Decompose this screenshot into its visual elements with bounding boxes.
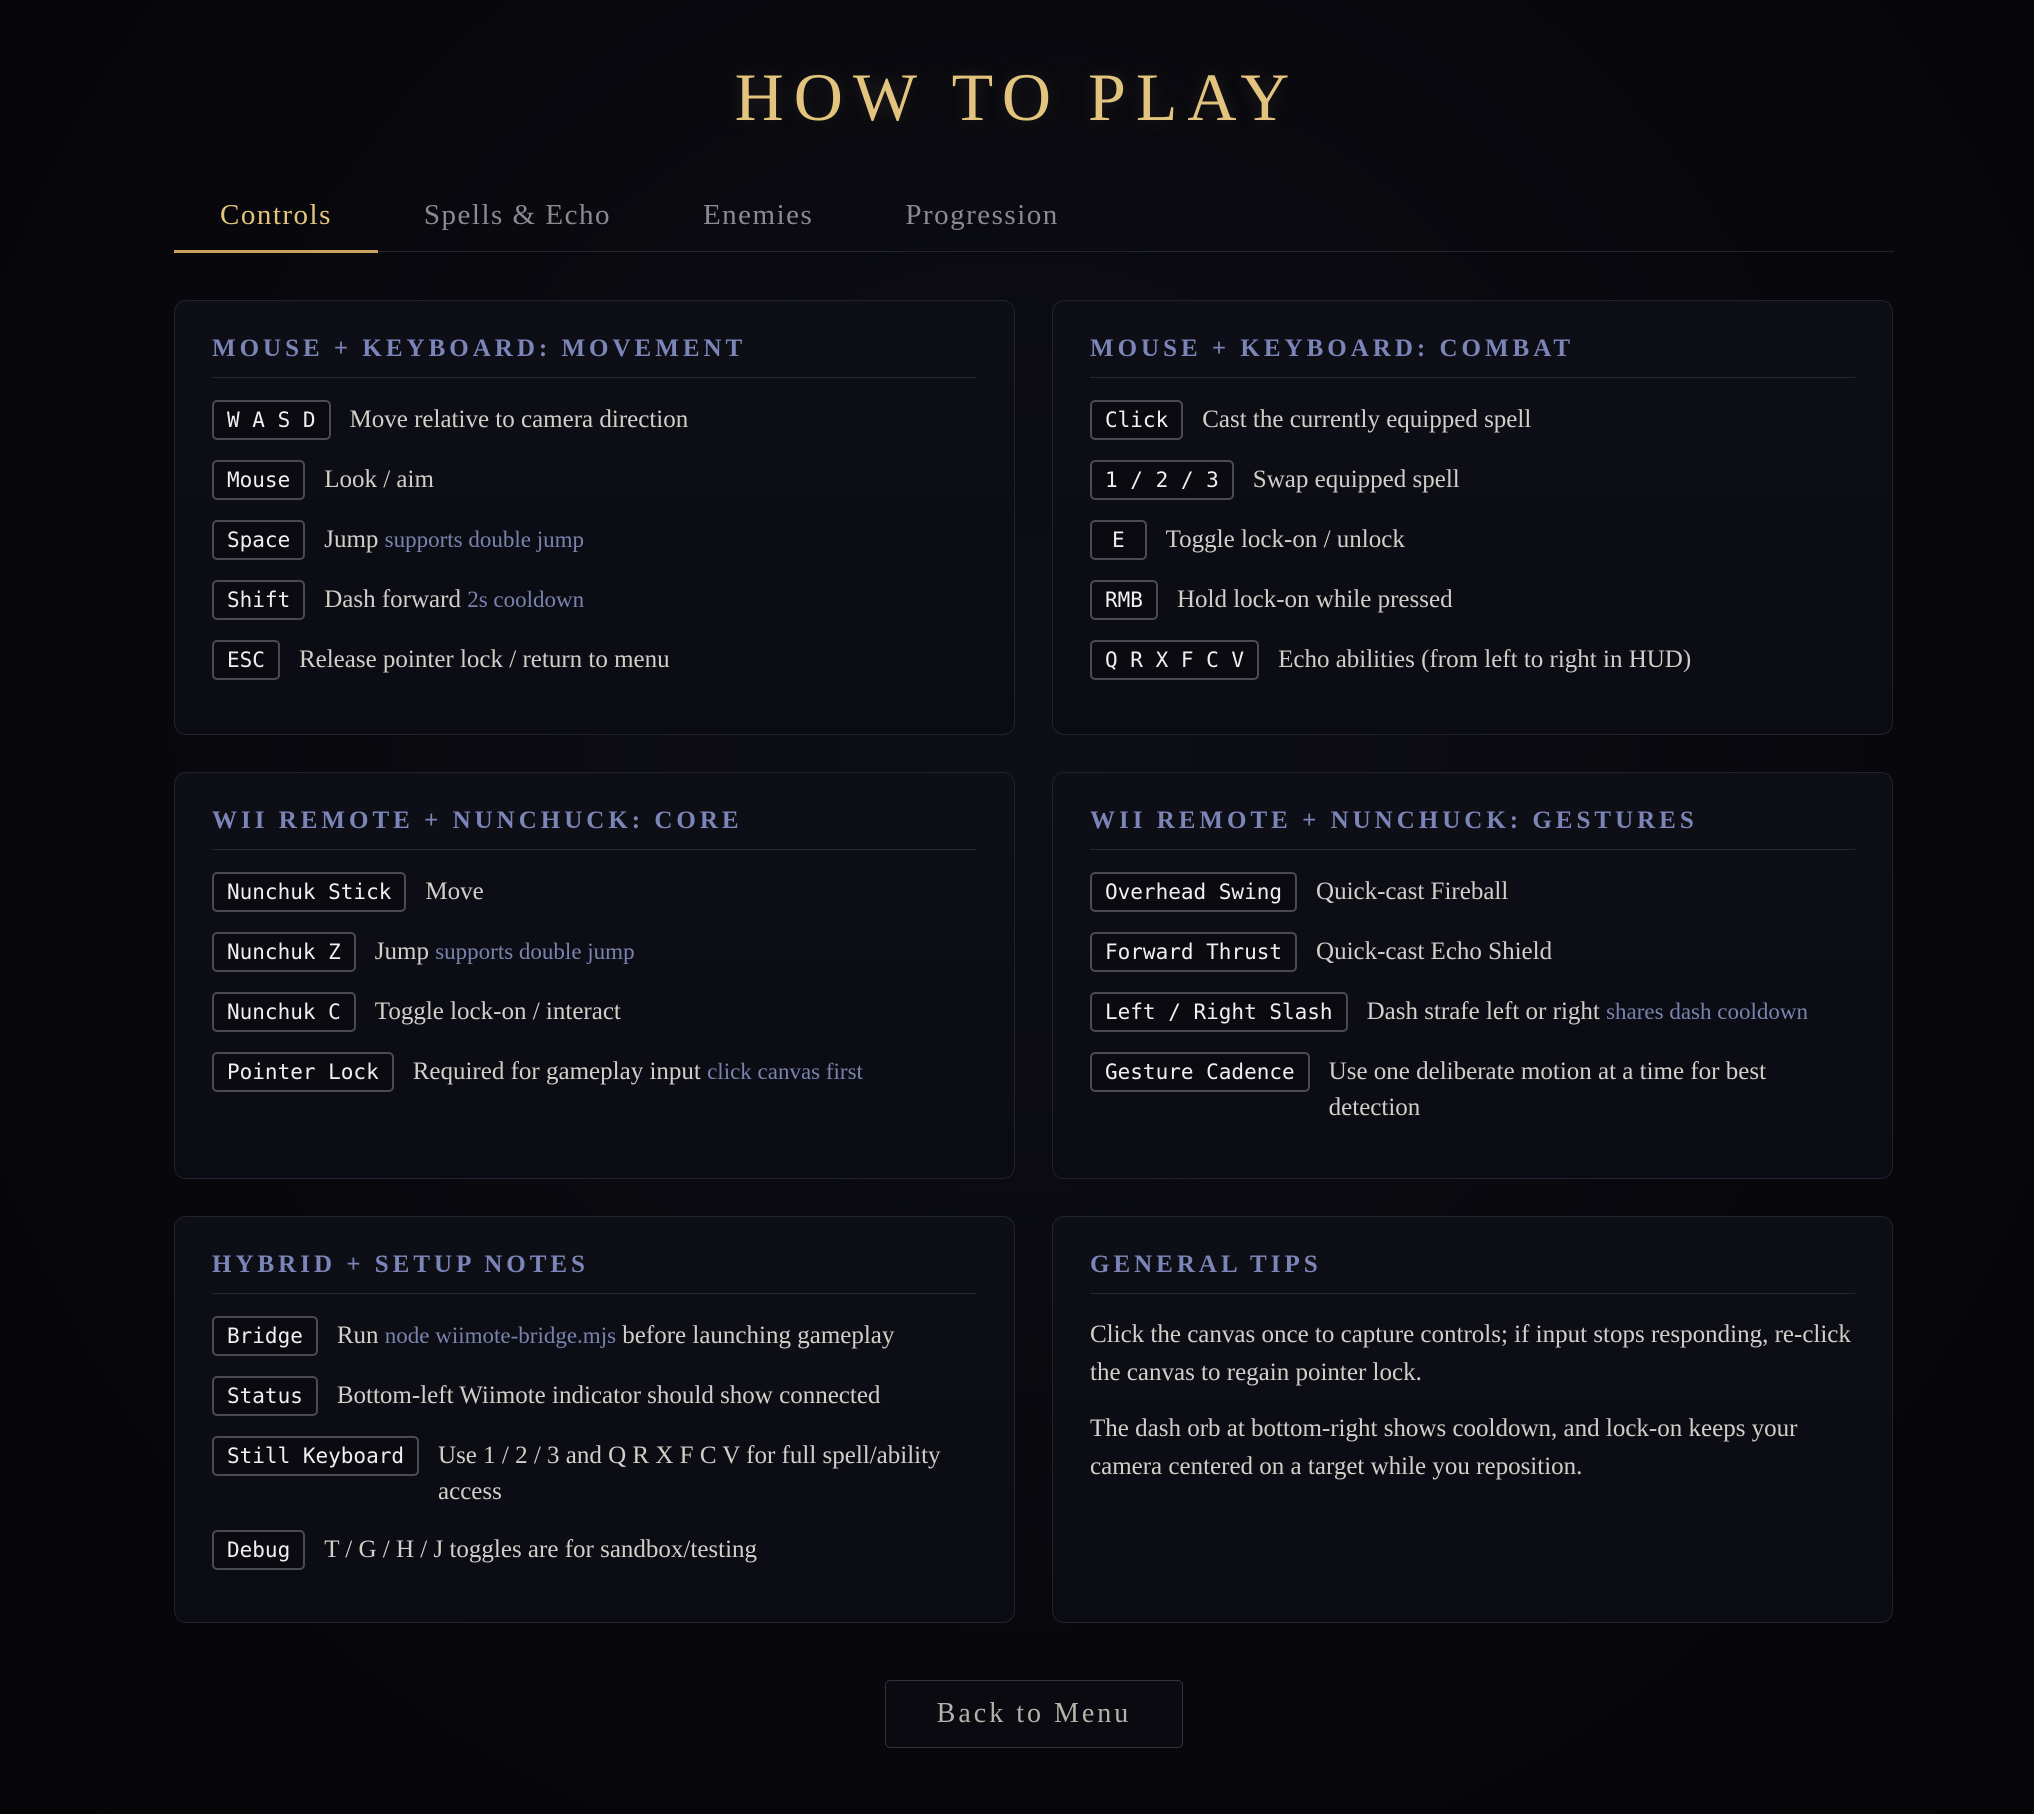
control-hint: 2s cooldown bbox=[467, 587, 585, 612]
control-row bbox=[1090, 932, 1855, 972]
key-badge: Nunchuk Z bbox=[212, 932, 356, 972]
panel-combat bbox=[1052, 300, 1893, 735]
control-desc: Release pointer lock / return to menu bbox=[298, 646, 670, 673]
control-desc: Dash strafe left or right shares dash cooldown bbox=[1366, 998, 1808, 1025]
control-row bbox=[212, 1530, 977, 1570]
tab-enemies[interactable]: Enemies bbox=[702, 198, 814, 231]
tab-spells-echo[interactable]: Spells & Echo bbox=[423, 198, 611, 231]
control-hint: supports double jump bbox=[384, 527, 584, 552]
panel-wii-core bbox=[174, 772, 1015, 1179]
key-badge: Still Keyboard bbox=[212, 1436, 419, 1476]
control-hint: click canvas first bbox=[707, 1059, 863, 1084]
key-badge: Status bbox=[212, 1376, 318, 1416]
tip-paragraph: Click the canvas once to capture controls; if input stops responding, re-click the canvas to regain pointer lock. bbox=[1090, 1321, 1851, 1386]
control-desc: Echo abilities (from left to right in HUD) bbox=[1278, 646, 1692, 673]
control-desc: Quick-cast Echo Shield bbox=[1316, 938, 1553, 965]
key-badge: Debug bbox=[212, 1530, 305, 1570]
control-desc: Bottom-left Wiimote indicator should show connected bbox=[336, 1382, 881, 1409]
control-desc: Cast the currently equipped spell bbox=[1202, 406, 1532, 433]
control-row bbox=[1090, 872, 1855, 912]
panel-heading: WII REMOTE + NUNCHUCK: GESTURES bbox=[1090, 807, 1855, 850]
control-hint: supports double jump bbox=[435, 939, 635, 964]
key-badge: Nunchuk Stick bbox=[212, 872, 406, 912]
control-desc: Jump supports double jump bbox=[324, 526, 584, 553]
control-desc: Use one deliberate motion at a time for best detection bbox=[1328, 1058, 1767, 1121]
control-desc: T / G / H / J toggles are for sandbox/testing bbox=[324, 1536, 758, 1563]
panel-heading: GENERAL TIPS bbox=[1090, 1251, 1855, 1294]
key-badge: Bridge bbox=[212, 1316, 318, 1356]
back-to-menu-button[interactable]: Back to Menu bbox=[885, 1680, 1183, 1748]
panel-hybrid bbox=[174, 1216, 1015, 1623]
control-desc: Dash forward 2s cooldown bbox=[324, 586, 585, 613]
tip-paragraph: The dash orb at bottom-right shows cooldown, and lock-on keeps your camera centered on a target while you reposition. bbox=[1090, 1415, 1798, 1480]
control-desc: Hold lock-on while pressed bbox=[1176, 586, 1453, 613]
control-row bbox=[1090, 640, 1855, 680]
control-row bbox=[1090, 520, 1855, 560]
panel-heading: HYBRID + SETUP NOTES bbox=[212, 1251, 977, 1294]
control-row bbox=[212, 932, 977, 972]
control-row bbox=[212, 992, 977, 1032]
control-desc: Toggle lock-on / interact bbox=[374, 998, 621, 1025]
panel-wii-gestures bbox=[1052, 772, 1893, 1179]
control-row bbox=[1090, 1052, 1855, 1126]
control-row bbox=[212, 640, 977, 680]
control-row bbox=[1090, 400, 1855, 440]
control-hint: shares dash cooldown bbox=[1606, 999, 1808, 1024]
key-badge: Space bbox=[212, 520, 305, 560]
key-badge: Shift bbox=[212, 580, 305, 620]
key-badge: Click bbox=[1090, 400, 1183, 440]
control-desc: Look / aim bbox=[324, 466, 434, 493]
panel-movement bbox=[174, 300, 1015, 735]
key-badge: 1 / 2 / 3 bbox=[1090, 460, 1234, 500]
panel-heading: MOUSE + KEYBOARD: COMBAT bbox=[1090, 335, 1855, 378]
control-desc: Required for gameplay input click canvas first bbox=[412, 1058, 863, 1085]
control-desc: Use 1 / 2 / 3 and Q R X F C V for full spell/ability access bbox=[438, 1442, 941, 1505]
key-badge: Overhead Swing bbox=[1090, 872, 1297, 912]
key-badge: RMB bbox=[1090, 580, 1158, 620]
control-desc: Toggle lock-on / unlock bbox=[1165, 526, 1405, 553]
panel-heading: WII REMOTE + NUNCHUCK: CORE bbox=[212, 807, 977, 850]
tab-controls[interactable]: Controls bbox=[174, 179, 378, 251]
key-badge: Left / Right Slash bbox=[1090, 992, 1348, 1032]
control-row bbox=[212, 400, 977, 440]
key-badge: Nunchuk C bbox=[212, 992, 356, 1032]
panel-heading: MOUSE + KEYBOARD: MOVEMENT bbox=[212, 335, 977, 378]
key-badge: ESC bbox=[212, 640, 280, 680]
control-row bbox=[212, 872, 977, 912]
key-badge: Mouse bbox=[212, 460, 305, 500]
control-desc: Move bbox=[425, 878, 484, 905]
control-desc: Swap equipped spell bbox=[1252, 466, 1460, 493]
control-row bbox=[212, 460, 977, 500]
control-desc: Quick-cast Fireball bbox=[1316, 878, 1509, 905]
key-badge: E bbox=[1090, 520, 1147, 560]
control-row bbox=[1090, 580, 1855, 620]
control-desc: Jump supports double jump bbox=[374, 938, 635, 965]
control-row bbox=[212, 1436, 977, 1510]
key-badge: Gesture Cadence bbox=[1090, 1052, 1310, 1092]
tab-bar bbox=[174, 180, 1894, 252]
control-row bbox=[212, 1052, 977, 1092]
panel-general-tips bbox=[1052, 1216, 1893, 1623]
control-desc: Run node wiimote-bridge.mjs before launching gameplay bbox=[336, 1322, 895, 1349]
control-row bbox=[212, 1376, 977, 1416]
key-badge: Pointer Lock bbox=[212, 1052, 394, 1092]
page-title: HOW TO PLAY bbox=[734, 59, 1300, 135]
control-row bbox=[212, 520, 977, 560]
control-desc: Move relative to camera direction bbox=[349, 406, 689, 433]
key-badge: Q R X F C V bbox=[1090, 640, 1259, 680]
tab-progression[interactable]: Progression bbox=[905, 198, 1059, 231]
control-row bbox=[1090, 460, 1855, 500]
control-row bbox=[212, 580, 977, 620]
code-snippet: node wiimote-bridge.mjs bbox=[384, 1323, 617, 1348]
control-row bbox=[212, 1316, 977, 1356]
control-row bbox=[1090, 992, 1855, 1032]
key-badge: W A S D bbox=[212, 400, 331, 440]
key-badge: Forward Thrust bbox=[1090, 932, 1297, 972]
